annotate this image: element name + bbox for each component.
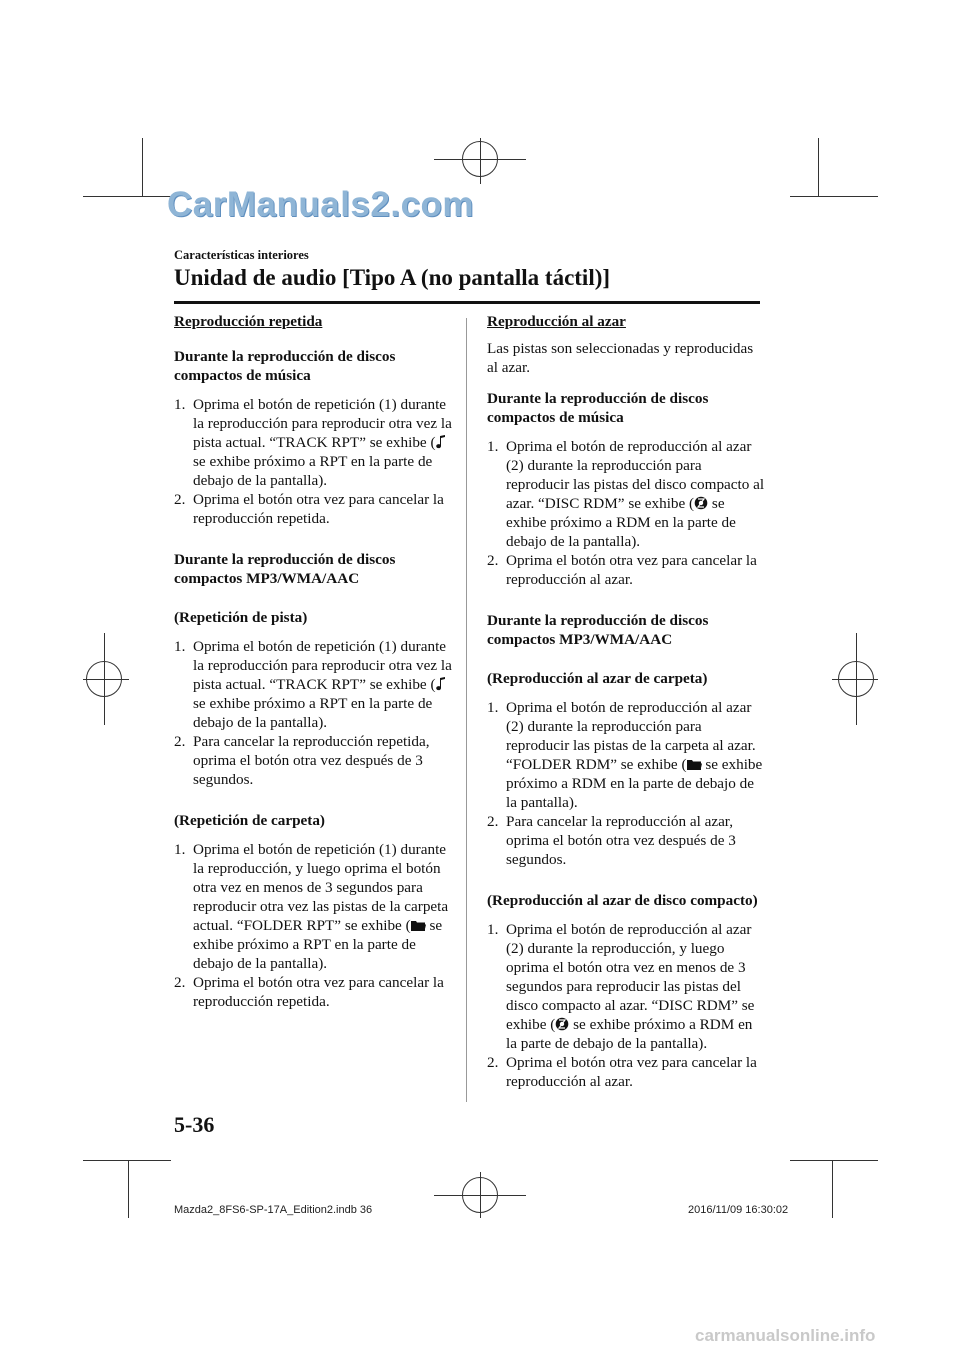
random-intro: Las pistas son seleccionadas y reproducidas al azar. [487, 340, 754, 376]
music-note-icon [436, 677, 446, 691]
repeat-music-heading: Durante la reproducción de discos compactos de música [174, 348, 396, 384]
random-disc-heading: (Reproducción al azar de disco compacto) [487, 892, 758, 909]
list-item: 1. Oprima el botón de repetición (1) durante la reproducción para reproducir otra vez la pista actual. “TRACK RPT” se exhibe ( se exhibe próximo a RPT en la parte de debajo de la pantalla). [174, 638, 452, 731]
footer-site-link[interactable]: carmanualsonline.info [695, 1326, 876, 1345]
footer-filename: Mazda2_8FS6-SP-17A_Edition2.indb 36 [174, 1204, 373, 1216]
random-mp3-heading: Durante la reproducción de discos compactos MP3/WMA/AAC [487, 612, 709, 648]
list-item: 1. Oprima el botón de reproducción al azar (2) durante la reproducción para reproducir las pistas del disco compacto al azar. “DISC RDM” se exhibe ( se exhibe próximo a RDM en la parte de debajo de la pantalla). [487, 438, 765, 550]
header-rule [174, 301, 760, 304]
list-item: 1. Oprima el botón de repetición (1) durante la reproducción para reproducir otra vez la pista actual. “TRACK RPT” se exhibe ( se exhibe próximo a RPT en la parte de debajo de la pantalla). [174, 396, 452, 489]
list-item: 2. Para cancelar la reproducción repetida, oprima el botón otra vez después de 3 segundos. [174, 733, 430, 788]
left-column [174, 312, 452, 1011]
page-title: Unidad de audio [Tipo A (no pantalla táctil)] [174, 265, 611, 290]
repeat-mp3-heading: Durante la reproducción de discos compactos MP3/WMA/AAC [174, 551, 396, 587]
list-item: 1. Oprima el botón de repetición (1) durante la reproducción, y luego oprima el botón otra vez en menos de 3 segundos para reproducir otra vez las pistas de la carpeta actual. “FOLDER RPT” se exhibe ( se exhibe próximo a RPT en la parte de debajo de la pantalla). [174, 841, 449, 972]
page-number: 5-36 [174, 1112, 215, 1137]
repeat-music-steps [174, 395, 452, 528]
column-divider [466, 318, 467, 1102]
folder-icon [687, 758, 702, 771]
random-disc-steps [487, 920, 765, 1091]
repeat-title: Reproducción repetida [174, 313, 323, 330]
random-folder-heading: (Reproducción al azar de carpeta) [487, 670, 708, 687]
random-music-steps [487, 437, 765, 589]
disc-icon [555, 1017, 569, 1031]
repeat-track-heading: (Repetición de pista) [174, 609, 308, 626]
list-item: 2. Para cancelar la reproducción al azar, oprima el botón otra vez después de 3 segundos. [487, 813, 736, 868]
list-item: 2. Oprima el botón otra vez para cancelar la reproducción al azar. [487, 552, 757, 588]
random-title: Reproducción al azar [487, 313, 626, 330]
watermark-logo[interactable]: CarManuals2.com [167, 185, 475, 224]
disc-icon [694, 496, 708, 510]
repeat-folder-heading: (Repetición de carpeta) [174, 812, 325, 829]
folder-icon [411, 919, 426, 932]
list-item: 2. Oprima el botón otra vez para cancelar la reproducción repetida. [174, 491, 444, 527]
random-folder-steps [487, 698, 765, 869]
music-note-icon [436, 435, 446, 449]
section-label: Características interiores [174, 248, 309, 262]
repeat-folder-steps [174, 840, 452, 1011]
right-column [487, 312, 765, 1091]
repeat-track-steps [174, 637, 452, 789]
list-item: 2. Oprima el botón otra vez para cancelar la reproducción al azar. [487, 1054, 757, 1090]
footer-timestamp: 2016/11/09 16:30:02 [688, 1204, 789, 1216]
list-item: 1. Oprima el botón de reproducción al azar (2) durante la reproducción para reproducir las pistas de la carpeta al azar. “FOLDER RDM” se exhibe ( se exhibe próximo a RDM en la parte de debajo de la pantalla). [487, 699, 763, 811]
list-item: 2. Oprima el botón otra vez para cancelar la reproducción repetida. [174, 974, 444, 1010]
list-item: 1. Oprima el botón de reproducción al azar (2) durante la reproducción, y luego oprima el botón otra vez en menos de 3 segundos para reproducir las pistas del disco compacto al azar. “DISC RDM” se exhibe ( se exhibe próximo a RDM en la parte de debajo de la pantalla). [487, 921, 755, 1052]
random-music-heading: Durante la reproducción de discos compactos de música [487, 390, 709, 426]
